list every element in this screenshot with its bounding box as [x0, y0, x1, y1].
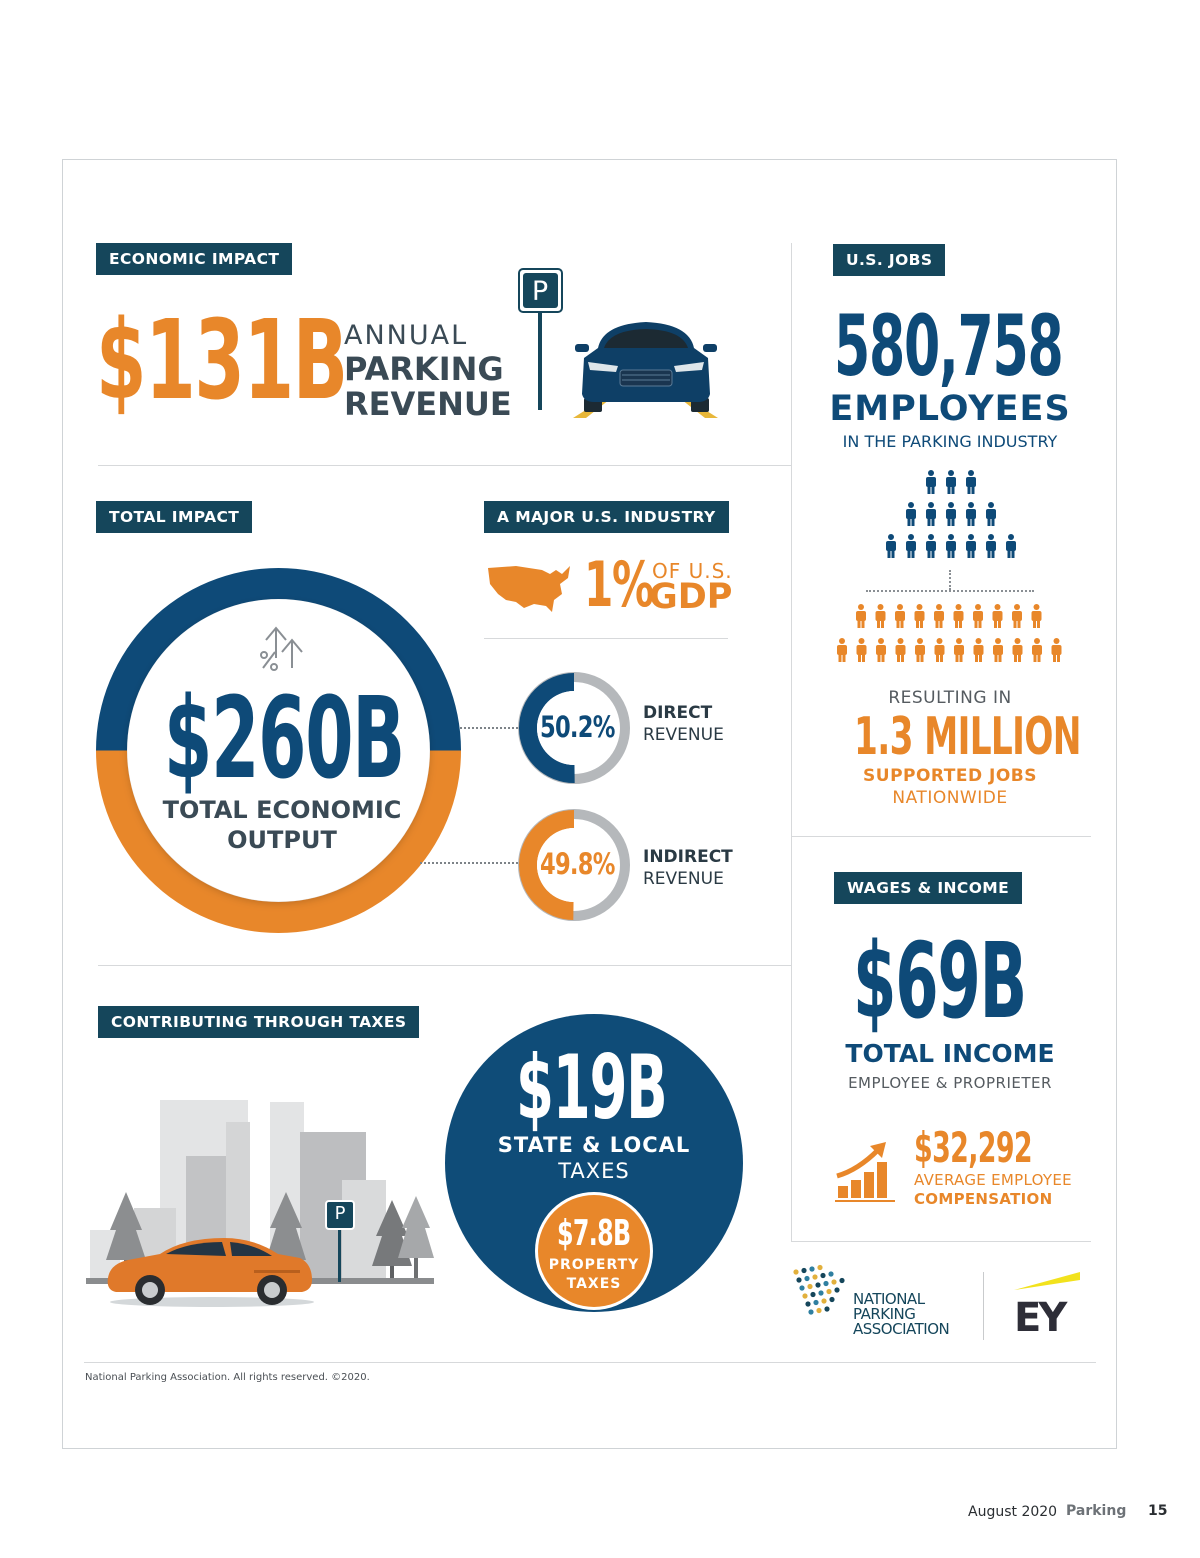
person-icon — [906, 534, 916, 558]
ey-logo-text: EY — [1014, 1295, 1065, 1341]
person-icon — [974, 638, 984, 662]
person-icon — [926, 502, 936, 526]
average-compensation-line2: COMPENSATION — [914, 1190, 1053, 1208]
orange-car-illustration — [104, 1234, 316, 1308]
divider-jobs — [791, 836, 1091, 837]
gdp-percent: 1% — [584, 548, 653, 621]
npa-logo-dot — [793, 1269, 798, 1274]
direct-percent: 50.2% — [540, 710, 615, 744]
npa-logo-dot — [828, 1271, 833, 1276]
person-icon — [993, 604, 1003, 628]
person-icon — [986, 502, 996, 526]
person-icon — [857, 638, 867, 662]
ey-logo-mark — [1012, 1268, 1082, 1298]
npa-logo-dot — [818, 1290, 823, 1295]
person-icon — [946, 502, 956, 526]
person-icon — [1013, 638, 1023, 662]
person-icon — [915, 604, 925, 628]
people-connector-stem — [949, 570, 951, 590]
npa-logo-dot — [810, 1292, 815, 1297]
npa-logo-dot — [796, 1277, 801, 1282]
direct-label-bold: DIRECT — [643, 703, 713, 723]
indirect-label-bold: INDIRECT — [643, 847, 733, 867]
person-icon — [966, 534, 976, 558]
person-icon — [993, 638, 1003, 662]
property-taxes-amount: $7.8B — [557, 1213, 631, 1254]
person-icon — [876, 638, 886, 662]
annual-label: ANNUAL — [344, 320, 469, 351]
npa-logo-dot — [815, 1282, 820, 1287]
person-icon — [934, 604, 944, 628]
taxes-sign-letter: P — [334, 1203, 346, 1224]
divider-footer — [84, 1362, 1096, 1363]
person-icon — [954, 638, 964, 662]
person-icon — [935, 638, 945, 662]
npa-logo-dot — [826, 1289, 831, 1294]
annual-revenue-amount: $131B — [96, 296, 347, 424]
copyright-notice: National Parking Association. All rights reserved. ©2020. — [85, 1372, 370, 1383]
divider-gdp — [484, 638, 728, 639]
person-icon — [876, 604, 886, 628]
employees-sub: IN THE PARKING INDUSTRY — [842, 432, 1058, 451]
npa-logo-dot — [812, 1274, 817, 1279]
npa-logo-dot — [807, 1284, 812, 1289]
person-icon — [906, 502, 916, 526]
npa-logo-dot — [809, 1266, 814, 1271]
person-icon — [1052, 638, 1062, 662]
npa-logo-dot — [823, 1281, 828, 1286]
person-icon — [1006, 534, 1016, 558]
us-jobs-tag: U.S. JOBS — [833, 244, 945, 276]
supported-jobs-count: 1.3 MILLION — [854, 707, 1081, 767]
direct-label: REVENUE — [643, 725, 724, 745]
property-taxes-line1: PROPERTY — [548, 1257, 640, 1273]
person-icon — [946, 470, 956, 494]
total-income-label: TOTAL INCOME — [845, 1039, 1055, 1068]
npa-logo-dot — [801, 1268, 806, 1273]
person-icon — [946, 534, 956, 558]
major-industry-tag: A MAJOR U.S. INDUSTRY — [484, 501, 729, 533]
person-icon — [1012, 604, 1022, 628]
person-icon — [1032, 604, 1042, 628]
employee-people-icons — [880, 470, 1030, 570]
npa-name-line1: NATIONAL — [853, 1290, 925, 1308]
direct-connector — [460, 727, 518, 729]
gdp-label: GDP — [649, 577, 733, 617]
npa-logo-dot — [802, 1293, 807, 1298]
divider-total — [98, 965, 791, 966]
people-connector-line — [866, 590, 1034, 592]
footer-magazine: Parking — [1066, 1503, 1127, 1519]
npa-logo-dot — [816, 1308, 821, 1313]
car-front-icon — [548, 318, 743, 422]
logo-divider — [983, 1272, 984, 1340]
npa-name-line2: PARKING — [853, 1305, 916, 1323]
divider-wages — [791, 1241, 1091, 1242]
person-icon — [926, 534, 936, 558]
employees-label: EMPLOYEES — [829, 389, 1071, 429]
total-output-line2: OUTPUT — [227, 826, 337, 854]
indirect-label: REVENUE — [643, 869, 724, 889]
npa-logo-dot — [821, 1298, 826, 1303]
property-taxes-line2: TAXES — [566, 1276, 622, 1292]
parking-label: PARKING — [344, 350, 504, 388]
npa-logo-dot — [834, 1287, 839, 1292]
indirect-percent: 49.8% — [540, 847, 615, 881]
footer-page-number: 15 — [1148, 1503, 1168, 1519]
resulting-in: RESULTING IN — [888, 688, 1012, 708]
divider-economic — [98, 465, 791, 466]
person-icon — [926, 470, 936, 494]
percent-growth-icon — [258, 618, 306, 672]
person-icon — [856, 604, 866, 628]
footer-date: August 2020 — [968, 1504, 1058, 1520]
nationwide-label: NATIONWIDE — [892, 788, 1008, 808]
npa-logo-dot — [808, 1309, 813, 1314]
economic-impact-tag: ECONOMIC IMPACT — [96, 243, 292, 275]
person-icon — [886, 534, 896, 558]
npa-logo-dot — [829, 1297, 834, 1302]
total-impact-tag: TOTAL IMPACT — [96, 501, 252, 533]
npa-logo-dot — [820, 1273, 825, 1278]
person-icon — [896, 638, 906, 662]
total-income-amount: $69B — [853, 920, 1027, 1042]
total-output-line1: TOTAL ECONOMIC — [162, 796, 402, 824]
person-icon — [895, 604, 905, 628]
npa-logo-dot — [831, 1279, 836, 1284]
npa-logo-dot — [804, 1276, 809, 1281]
npa-logo-dot — [805, 1301, 810, 1306]
supported-jobs-people-icons — [834, 604, 1074, 668]
npa-logo-dot — [813, 1300, 818, 1305]
person-icon — [966, 470, 976, 494]
us-map-icon — [486, 560, 572, 614]
wages-income-tag: WAGES & INCOME — [834, 872, 1022, 904]
person-icon — [966, 502, 976, 526]
taxes-tag: CONTRIBUTING THROUGH TAXES — [98, 1006, 419, 1038]
supported-jobs-label: SUPPORTED JOBS — [863, 766, 1037, 786]
npa-name-line3: ASSOCIATION — [853, 1320, 950, 1338]
state-local-line2: TAXES — [558, 1159, 630, 1183]
person-icon — [1032, 638, 1042, 662]
person-icon — [837, 638, 847, 662]
npa-logo-mark — [788, 1264, 852, 1328]
gdp-of-us: OF U.S. — [652, 559, 733, 583]
average-compensation-line1: AVERAGE EMPLOYEE — [914, 1171, 1072, 1189]
npa-logo-dot — [799, 1285, 804, 1290]
state-local-line1: STATE & LOCAL — [497, 1133, 691, 1157]
npa-logo-dot — [824, 1306, 829, 1311]
person-icon — [954, 604, 964, 628]
person-icon — [973, 604, 983, 628]
state-local-amount: $19B — [516, 1036, 667, 1139]
person-icon — [915, 638, 925, 662]
average-compensation-amount: $32,292 — [914, 1123, 1032, 1172]
growth-chart-icon — [834, 1140, 898, 1204]
parking-sign-letter: P — [531, 276, 549, 307]
total-output-amount: $260B — [164, 674, 404, 804]
revenue-label: REVENUE — [344, 385, 512, 423]
npa-logo-dot — [817, 1265, 822, 1270]
person-icon — [986, 534, 996, 558]
indirect-connector — [420, 862, 518, 864]
total-income-sub: EMPLOYEE & PROPRIETER — [848, 1074, 1052, 1092]
npa-logo-dot — [839, 1278, 844, 1283]
employees-count: 580,758 — [834, 297, 1063, 395]
